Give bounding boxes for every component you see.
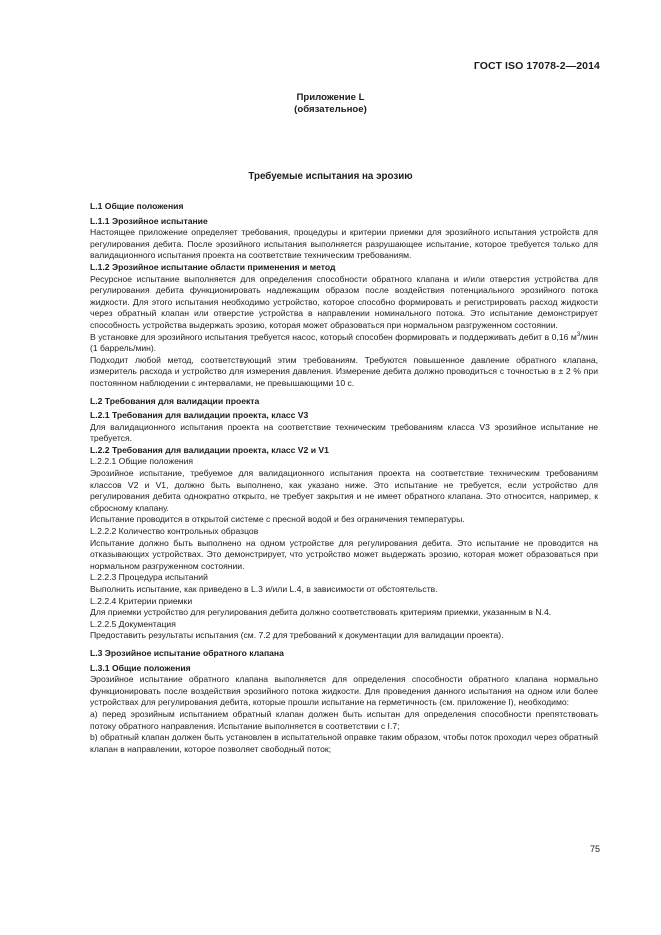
section-heading: L.2.1 Требования для валидации проекта, класс V3 (90, 410, 309, 421)
paragraph: Для валидационного испытания проекта на соответствие техническим требованиям класса V3 эрозийное испытание не требуется. (90, 421, 598, 444)
paragraph: Предоставить результаты испытания (см. 7.2 для требований к документации для валидации проекта). (90, 630, 504, 641)
annex-status: (обязательное) (294, 103, 367, 115)
paragraph: Для приемки устройство для регулирования дебита должно соответствовать критериям приемки, указанным в N.4. (90, 607, 552, 618)
subsection-heading: L.2.2.4 Критерии приемки (90, 595, 193, 606)
standard-code: ГОСТ ISO 17078-2—2014 (473, 60, 600, 72)
paragraph: Ресурсное испытание выполняется для определения способности обратного клапана и и/или отверстия устройства для регулирования дебита функционировать надлежащим образом после воздействия потенциального эрозийного потока жидкости. Для этого испытания необходимо устройство, которое способно формировать и регистрировать расход жидкости через обратный клапан или отверстие устройства в направлении номинального потока. Это испытание демонстрирует способность устройства выдержать эрозию, которая может образоваться при нормальном разгруженном состоянии. (90, 273, 598, 330)
section-heading: L.3 Эрозийное испытание обратного клапана (90, 647, 284, 658)
paragraph: Эрозийное испытание, требуемое для валидационного испытания проекта на соответствие техническим требованиям классов V2 и V1, должно быть выполнено, как указано ниже. Это испытание не требуется, если устройство для регулирования дебита однократно открыто, не требует закрытия и не имеет обратного клапана. Это относится, например, к сбросному клапану. (90, 468, 598, 513)
subsection-heading: L.2.2.3 Процедура испытаний (90, 572, 208, 583)
annex-title: Приложение L (296, 92, 365, 103)
subsection-heading: L.2.2.2 Количество контрольных образцов (90, 526, 259, 537)
paragraph: Выполнить испытание, как приведено в L.3 и/или L.4, в зависимости от обстоятельств. (90, 584, 438, 594)
subsection-heading: L.2.2.1 Общие положения (90, 456, 194, 467)
section-heading: L.1 Общие положения (90, 201, 184, 211)
paragraph: Эрозийное испытание обратного клапана выполняется для определения способности обратного клапана нормально функционировать после воздействия эрозийного потока жидкости. Для проведения данного испытания на одном или более устройствах для регулирования дебита, которые прошли испытание на герметичность (см. приложение I), необходимо: (90, 674, 598, 708)
subsection-heading: L.2.2.5 Документация (90, 618, 176, 629)
list-item: b) обратный клапан должен быть установлен в испытательной оправке таким образом, чтобы поток проходил через обратный клапан в направлении, которое позволяет свободный поток; (90, 732, 598, 754)
paragraph: В установке для эрозийного испытания требуется насос, который способен формировать и поддерживать дебит в 0,16 $м^3$/мин (1 баррель/мин). (90, 331, 598, 354)
paragraph: Испытание проводится в открытой системе с пресной водой и без ограничения температуры. (90, 514, 465, 525)
document-body (90, 201, 598, 755)
section-heading: L.1.2 Эрозийное испытание области применения и метод (90, 261, 336, 272)
annex-heading (0, 92, 661, 115)
annex-subject-title: Требуемые испытания на эрозию (248, 171, 413, 182)
paragraph: Настоящее приложение определяет требования, процедуры и критерии приемки для эрозийного испытания устройств для регулирования дебита. После эрозийного испытания выполняется разрушающее испытание, которое требуется только для валидационного испытания проекта на соответствие техническим требованиям. (90, 227, 598, 261)
section-heading: L.2 Требования для валидации проекта (90, 395, 260, 406)
page-number: 75 (589, 844, 600, 854)
section-heading: L.2.2 Требования для валидации проекта, класс V2 и V1 (90, 444, 329, 455)
section-heading: L.1.1 Эрозийное испытание (90, 215, 208, 226)
paragraph: Испытание должно быть выполнено на одном устройстве для регулирования дебита. Это испытание не проводится на отказывающих устройствах. Это демонстрирует, что устройство может выдержать эрозию, которая может образоваться при нормальном разгруженном состоянии. (90, 537, 598, 571)
list-item: а) перед эрозийным испытанием обратный клапан должен быть испытан для определения способности препятствовать потоку обратного направления. Испытание выполняется в соответствии с I.7; (90, 708, 598, 731)
section-heading: L.3.1 Общие положения (90, 662, 191, 673)
paragraph: Подходит любой метод, соответствующий этим требованиям. Требуются повышенное давление обратного клапана, измеритель расхода и устройство для измерения давления. Измерение дебита должно проводиться с точностью в ± 2 % при постоянном наблюдении с интервалами, не превышающими 10 с. (90, 354, 598, 388)
